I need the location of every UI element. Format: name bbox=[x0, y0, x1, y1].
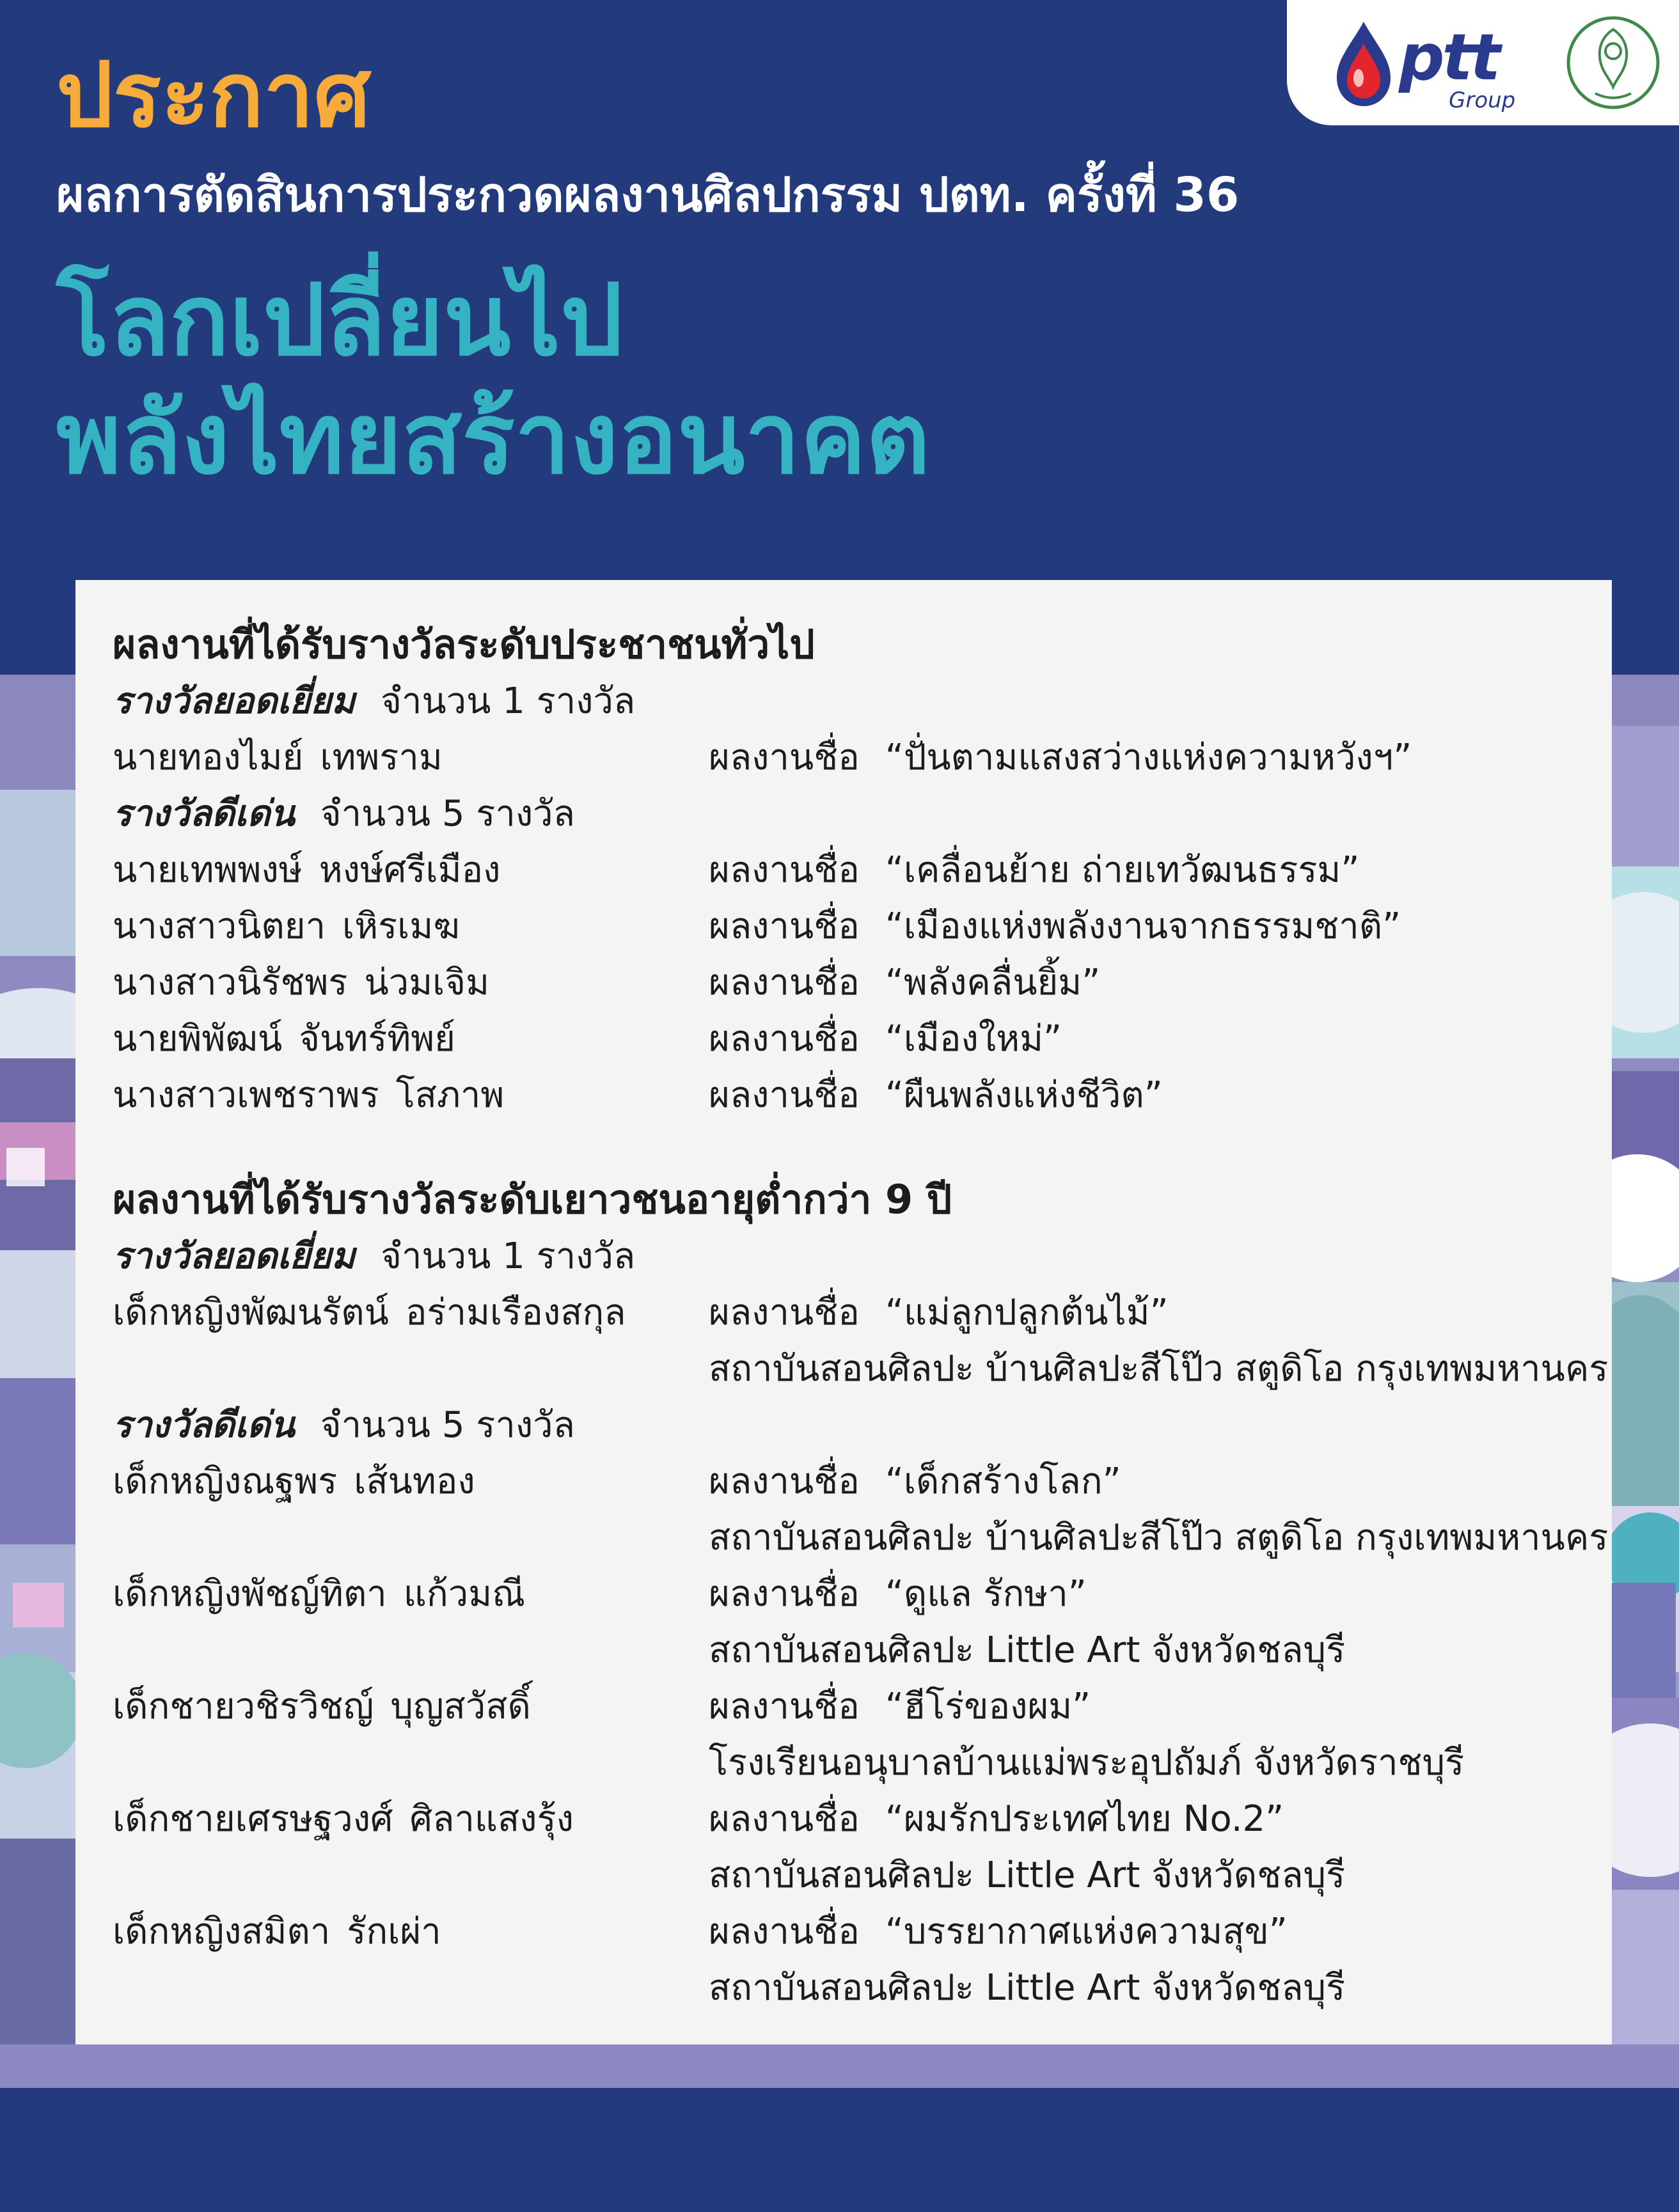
ptt-group-text: Group bbox=[1449, 88, 1516, 113]
winner-name: เด็กชายเศรษฐวงศ์ ศิลาแสงรุ้ง bbox=[113, 1798, 574, 1840]
work-title: ผลงานชื่อ “แม่ลูกปลูกต้นไม้” bbox=[709, 1292, 1169, 1333]
page-subtitle: ผลการตัดสินการประกวดผลงานศิลปกรรม ปตท. ครั้งที่ 36 bbox=[56, 168, 1240, 223]
school-name: สถาบันสอนศิลปะ Little Art จังหวัดชลบุรี bbox=[709, 1855, 1346, 1896]
work-title: ผลงานชื่อ “บรรยากาศแห่งความสุข” bbox=[709, 1911, 1288, 1952]
winner-name: เด็กหญิงณฐพร เส้นทอง bbox=[113, 1461, 475, 1502]
school-name: สถาบันสอนศิลปะ Little Art จังหวัดชลบุรี bbox=[709, 1629, 1346, 1671]
category-label: รางวัลดีเด่น bbox=[113, 1404, 295, 1446]
section-heading-general: ผลงานที่ได้รับรางวัลระดับประชาชนทั่วไป bbox=[113, 621, 815, 668]
school-name: สถาบันสอนศิลปะ บ้านศิลปะสีโป๊ว สตูดิโอ กรุงเทพมหานคร bbox=[709, 1348, 1609, 1390]
work-title: ผลงานชื่อ “เคลื่อนย้าย ถ่ายเทวัฒนธรรม” bbox=[709, 849, 1360, 891]
winner-name: นางสาวเพชราพร โสภาพ bbox=[113, 1074, 505, 1116]
category-label: รางวัลยอดเยี่ยม bbox=[113, 1235, 356, 1277]
school-name: สถาบันสอนศิลปะ บ้านศิลปะสีโป๊ว สตูดิโอ กรุงเทพมหานคร bbox=[709, 1517, 1609, 1558]
category-count: จำนวน 1 รางวัล bbox=[381, 1235, 636, 1277]
work-title: ผลงานชื่อ “ผมรักประเทศไทย No.2” bbox=[709, 1798, 1284, 1840]
ptt-logo-text: ptt bbox=[1399, 20, 1499, 95]
ptt-logo bbox=[1399, 20, 1546, 113]
work-title: ผลงานชื่อ “ปั่นตามแสงสว่างแห่งความหวังฯ” bbox=[709, 737, 1412, 778]
winner-name: นายพิพัฒน์ จันทร์ทิพย์ bbox=[113, 1018, 455, 1060]
slogan-line-2: พลังไทยสร้างอนาคต bbox=[56, 381, 930, 496]
winner-name: นางสาวนิรัชพร น่วมเจิม bbox=[113, 962, 490, 1003]
ptt-drop-icon bbox=[1332, 19, 1396, 109]
category-excellent bbox=[113, 1235, 636, 1277]
logo-area bbox=[1287, 0, 1679, 125]
work-title: ผลงานชื่อ “ดูแล รักษา” bbox=[709, 1573, 1087, 1615]
school-name: สถาบันสอนศิลปะ Little Art จังหวัดชลบุรี bbox=[709, 1967, 1346, 2009]
page-title: ประกาศ bbox=[56, 43, 371, 148]
winner-name: เด็กชายวชิรวิชญ์ บุญสวัสดิ์ bbox=[113, 1686, 531, 1727]
work-title: ผลงานชื่อ “พลังคลื่นยิ้ม” bbox=[709, 962, 1101, 1003]
work-title: ผลงานชื่อ “เมืองแห่งพลังงานจากธรรมชาติ” bbox=[709, 906, 1401, 947]
category-outstanding bbox=[113, 793, 575, 835]
slogan bbox=[56, 262, 930, 499]
category-outstanding bbox=[113, 1404, 575, 1446]
winner-name: เด็กหญิงสมิตา รักเผ่า bbox=[113, 1911, 441, 1952]
winner-name: เด็กหญิงพัชญ์ทิตา แก้วมณี bbox=[113, 1573, 526, 1615]
slogan-line-1: โลกเปลี่ยนไป bbox=[56, 263, 623, 378]
winner-name: นายเทพพงษ์ หงษ์ศรีเมือง bbox=[113, 849, 501, 891]
category-excellent bbox=[113, 680, 636, 722]
work-title: ผลงานชื่อ “ผืนพลังแห่งชีวิต” bbox=[709, 1074, 1163, 1116]
university-seal-icon bbox=[1562, 12, 1664, 114]
section-heading-youth: ผลงานที่ได้รับรางวัลระดับเยาวชนอายุต่ำกว่า 9 ปี bbox=[113, 1176, 952, 1223]
category-label: รางวัลดีเด่น bbox=[113, 793, 295, 835]
category-count: จำนวน 5 รางวัล bbox=[320, 793, 575, 835]
work-title: ผลงานชื่อ “ฮีโร่ของผม” bbox=[709, 1686, 1091, 1727]
winner-name: นางสาวนิตยา เหิรเมฆ bbox=[113, 906, 460, 947]
category-label: รางวัลยอดเยี่ยม bbox=[113, 680, 356, 722]
results-panel bbox=[75, 580, 1612, 2044]
category-count: จำนวน 1 รางวัล bbox=[381, 680, 636, 722]
winner-name: นายทองไมย์ เทพราม bbox=[113, 737, 443, 778]
work-title: ผลงานชื่อ “เด็กสร้างโลก” bbox=[709, 1461, 1121, 1502]
category-count: จำนวน 5 รางวัล bbox=[320, 1404, 575, 1446]
winner-name: เด็กหญิงพัฒนรัตน์ อร่ามเรืองสกุล bbox=[113, 1292, 626, 1333]
work-title: ผลงานชื่อ “เมืองใหม่” bbox=[709, 1018, 1062, 1060]
school-name: โรงเรียนอนุบาลบ้านแม่พระอุปถัมภ์ จังหวัดราชบุรี bbox=[709, 1742, 1465, 1784]
